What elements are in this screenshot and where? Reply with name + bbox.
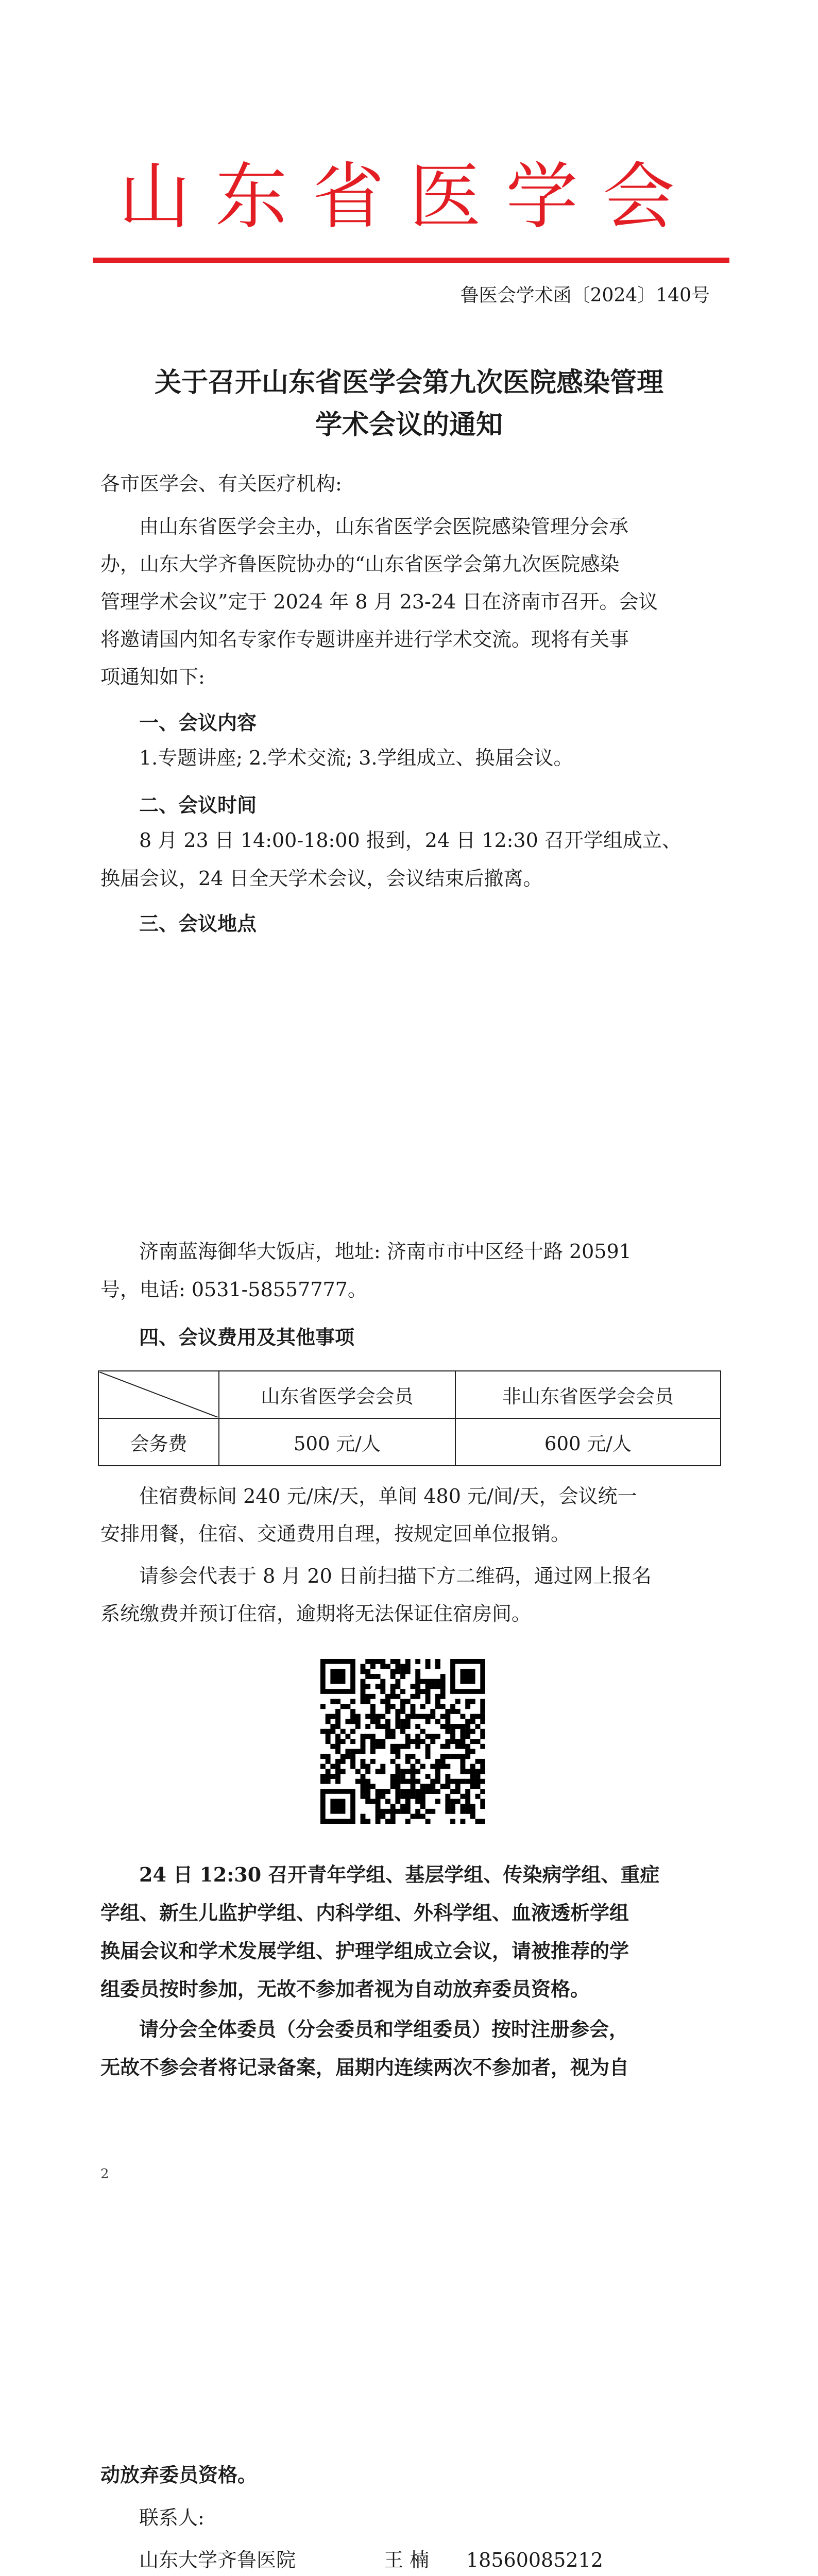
notice-line: 动放弃委员资格。	[100, 2463, 258, 2486]
contact-org: 山东大学齐鲁医院	[139, 2549, 296, 2571]
fee-table-corner	[98, 1371, 219, 1418]
doc-title-line1: 关于召开山东省医学会第九次医院感染管理	[154, 367, 663, 398]
fee-table-header: 山东省医学会会员	[219, 1371, 455, 1418]
intro-line: 由山东省医学会主办，山东省医学会医院感染管理分会承	[139, 515, 629, 538]
header-red-rule	[93, 258, 729, 263]
section-heading: 三、会议地点	[139, 912, 257, 935]
section-body: 8 月 23 日 14:00-18:00 报到，24 日 12:30 召开学组成立、	[139, 829, 681, 852]
fee-table-cell: 600 元/人	[455, 1418, 721, 1466]
section-body: 换届会议，24 日全天学术会议，会议结束后撤离。	[100, 867, 543, 890]
section-heading: 二、会议时间	[139, 793, 257, 817]
section-heading: 一、会议内容	[139, 711, 257, 734]
page-number: 2	[100, 2166, 109, 2182]
fee-note: 安排用餐，住宿、交通费用自理，按规定回单位报销。	[100, 1522, 571, 1545]
intro-line: 管理学术会议”定于 2024 年 8 月 23-24 日在济南市召开。会议	[100, 590, 658, 613]
section-body: 1.专题讲座; 2.学术交流; 3.学组成立、换届会议。	[139, 747, 573, 769]
fee-table-cell: 500 元/人	[219, 1418, 455, 1466]
salutation: 各市医学会、有关医疗机构:	[100, 472, 342, 495]
intro-line: 项通知如下:	[100, 666, 205, 688]
registration-qr-code-icon[interactable]	[320, 1659, 485, 1824]
notice-line: 请分会全体委员（分会委员和学组委员）按时注册参会，	[139, 2018, 629, 2041]
section-heading: 四、会议费用及其他事项	[139, 1326, 355, 1349]
fee-note: 住宿费标间 240 元/床/天，单间 480 元/间/天，会议统一	[139, 1485, 637, 1507]
contact-name: 王 楠	[384, 2549, 430, 2571]
intro-line: 办，山东大学齐鲁医院协办的“山东省医学会第九次医院感染	[100, 553, 620, 575]
notice-line: 换届会议和学术发展学组、护理学组成立会议，请被推荐的学	[100, 1939, 629, 1962]
fee-table	[98, 1370, 721, 1466]
header-org-name: 山东省医学会	[118, 155, 700, 239]
contacts-label: 联系人:	[139, 2506, 204, 2529]
doc-title-line2: 学术会议的通知	[315, 409, 503, 440]
diagonal-line	[99, 1372, 218, 1417]
section-body: 号，电话: 0531-58557777。	[100, 1278, 367, 1301]
intro-line: 将邀请国内知名专家作专题讲座并进行学术交流。现将有关事	[100, 628, 629, 651]
notice-line: 无故不参会者将记录备案，届期内连续两次不参加者，视为自	[100, 2056, 629, 2079]
fee-table-row-label: 会务费	[98, 1418, 219, 1466]
register-note: 系统缴费并预订住宿，逾期将无法保证住宿房间。	[100, 1602, 532, 1625]
notice-line: 24 日 12:30 召开青年学组、基层学组、传染病学组、重症	[139, 1863, 660, 1886]
register-note: 请参会代表于 8 月 20 日前扫描下方二维码，通过网上报名	[139, 1565, 652, 1587]
notice-line: 学组、新生儿监护学组、内科学组、外科学组、血液透析学组	[100, 1901, 629, 1924]
contact-phone: 18560085212	[466, 2549, 603, 2571]
section-body: 济南蓝海御华大饭店，地址: 济南市市中区经十路 20591	[139, 1240, 632, 1263]
doc-number: 鲁医会学术函〔2024〕140号	[460, 285, 710, 306]
fee-table-header: 非山东省医学会会员	[455, 1371, 721, 1418]
notice-line: 组委员按时参加，无故不参加者视为自动放弃委员资格。	[100, 1977, 590, 2001]
